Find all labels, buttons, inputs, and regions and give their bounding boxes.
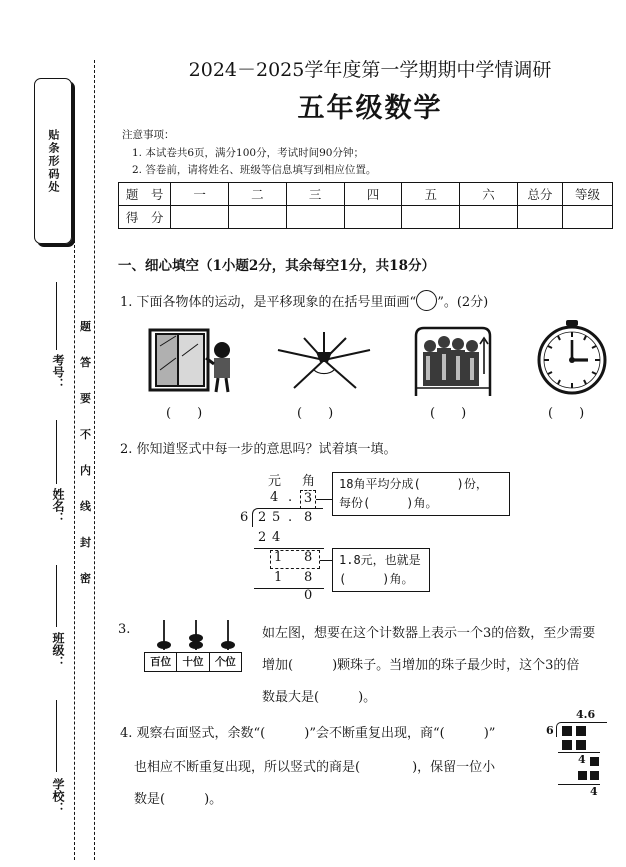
answer-blank[interactable]: ( ) bbox=[548, 406, 585, 421]
callout-text: ( )角。 bbox=[339, 572, 414, 586]
callout-text: 1.8元，也就是 bbox=[339, 553, 421, 567]
school-line[interactable] bbox=[56, 700, 57, 772]
table-cell: 题 号 bbox=[119, 183, 171, 206]
score-cell[interactable] bbox=[344, 206, 402, 229]
score-table-header-row bbox=[119, 183, 613, 206]
barcode-box bbox=[34, 78, 72, 244]
q4-text: 也相应不断重复出现，所以竖式的商是( )，保留一位小 bbox=[134, 760, 496, 775]
dividend-dot: . bbox=[288, 510, 293, 525]
quotient-digit: 3 bbox=[303, 491, 313, 506]
division-line bbox=[254, 588, 324, 589]
ceiling-fan-picture bbox=[274, 326, 374, 394]
score-table bbox=[118, 182, 613, 229]
abacus-label: 十位 bbox=[177, 653, 209, 671]
score-cell[interactable] bbox=[460, 206, 518, 229]
table-cell: 得 分 bbox=[119, 206, 171, 229]
column-label-jiao: 角 bbox=[302, 474, 316, 489]
table-cell: 三 bbox=[286, 183, 344, 206]
hidden-quotient: 4.6 bbox=[576, 708, 596, 721]
q1-text: ”。(2分) bbox=[437, 295, 489, 310]
q4-text: 数是( )。 bbox=[134, 792, 223, 807]
class-line[interactable] bbox=[56, 565, 57, 627]
column-label-yuan: 元 bbox=[268, 474, 282, 489]
table-cell: 一 bbox=[171, 183, 229, 206]
elevator-picture bbox=[410, 326, 496, 398]
seal-line-outer bbox=[94, 60, 95, 860]
q1-text: 1. 下面各物体的运动，是平移现象的在括号里面画“ bbox=[120, 295, 417, 310]
score-cell[interactable] bbox=[517, 206, 562, 229]
q3-text: 如左图，想要在这个计数器上表示一个3的倍数，至少需要 bbox=[262, 626, 596, 641]
seal-char: 线 bbox=[80, 500, 91, 513]
seal-char: 要 bbox=[80, 392, 91, 405]
score-cell[interactable] bbox=[286, 206, 344, 229]
score-cell[interactable] bbox=[229, 206, 287, 229]
abacus-label: 百位 bbox=[145, 653, 177, 671]
seal-char: 答 bbox=[80, 356, 91, 369]
hidden-division bbox=[544, 708, 614, 808]
division-line bbox=[254, 548, 324, 549]
name-label: 姓名： bbox=[51, 488, 65, 524]
seal-char: 不 bbox=[80, 428, 91, 441]
hidden-digit-block bbox=[576, 740, 586, 750]
table-cell: 六 bbox=[460, 183, 518, 206]
quotient-digit-boxed bbox=[300, 490, 316, 509]
binding-margin bbox=[0, 0, 110, 867]
hidden-digit-block bbox=[562, 726, 572, 736]
step-digit: 4 bbox=[272, 530, 281, 545]
seal-line-inner bbox=[74, 240, 75, 860]
seal-char: 密 bbox=[80, 572, 91, 585]
abacus-beads-picture bbox=[148, 618, 244, 652]
notes-heading: 注意事项： bbox=[122, 129, 175, 141]
dividend-digit: 5 bbox=[272, 510, 281, 525]
remainder-digit: 8 bbox=[304, 550, 313, 565]
table-cell: 等级 bbox=[562, 183, 612, 206]
notes-line: 2. 答卷前，请将姓名、班级等信息填写到相应位置。 bbox=[132, 164, 377, 176]
hidden-remainder: 4 bbox=[578, 753, 586, 766]
step-digit: 8 bbox=[304, 570, 313, 585]
seal-char: 题 bbox=[80, 320, 91, 333]
question-1 bbox=[120, 290, 488, 311]
abacus-base bbox=[144, 652, 242, 672]
table-cell: 四 bbox=[344, 183, 402, 206]
q3-text: 增加( )颗珠子。当增加的珠子最少时，这个3的倍 bbox=[262, 658, 580, 673]
section-title: 一、细心填空（1小题2分，其余每空1分，共18分） bbox=[118, 258, 435, 274]
name-line[interactable] bbox=[56, 420, 57, 484]
notes-line: 1. 本试卷共6页，满分100分，考试时间90分钟； bbox=[132, 147, 364, 159]
connector-line bbox=[320, 560, 332, 561]
table-cell: 二 bbox=[229, 183, 287, 206]
hidden-divisor: 6 bbox=[546, 724, 554, 737]
step-digit: 2 bbox=[258, 530, 267, 545]
question-3-number: 3. bbox=[118, 622, 131, 637]
remainder-digit: 1 bbox=[274, 550, 283, 565]
hidden-digit-block bbox=[578, 771, 587, 780]
abacus-label: 个位 bbox=[214, 656, 236, 668]
hidden-digit-block bbox=[562, 740, 572, 750]
hidden-remainder: 4 bbox=[590, 785, 598, 798]
callout-box-2 bbox=[332, 548, 430, 592]
table-cell: 五 bbox=[402, 183, 460, 206]
q4-text: 4. 观察右面竖式，余数“( )”会不断重复出现，商“( )” bbox=[120, 726, 496, 741]
callout-box-1 bbox=[332, 472, 510, 516]
question-2: 2. 你知道竖式中每一步的意思吗？试着填一填。 bbox=[120, 442, 397, 457]
dividend-digit: 8 bbox=[304, 510, 313, 525]
answer-blank[interactable]: ( ) bbox=[430, 406, 467, 421]
exam-no-label: 考号： bbox=[51, 354, 65, 390]
hidden-digit-block bbox=[590, 757, 599, 766]
long-division bbox=[238, 470, 338, 610]
score-cell[interactable] bbox=[562, 206, 612, 229]
dividend-digit: 2 bbox=[258, 510, 267, 525]
score-cell[interactable] bbox=[402, 206, 460, 229]
circle-icon bbox=[416, 290, 437, 311]
window-sliding-picture bbox=[148, 326, 240, 394]
school-label: 学校： bbox=[51, 778, 65, 814]
clock-picture bbox=[536, 320, 608, 398]
callout-text: 每份( )角。 bbox=[339, 496, 438, 510]
callout-text: 18角平均分成( )份， bbox=[339, 477, 488, 491]
hidden-digit-block bbox=[576, 726, 586, 736]
subject-title: 五年级数学 bbox=[297, 93, 443, 124]
quotient-dot: . bbox=[288, 490, 293, 505]
connector-line bbox=[316, 499, 332, 500]
quotient-digit: 4 bbox=[270, 490, 279, 505]
hidden-digit-block bbox=[590, 771, 599, 780]
barcode-label: 贴条形码处 bbox=[47, 129, 60, 194]
score-cell[interactable] bbox=[171, 206, 229, 229]
q3-text: 数最大是( )。 bbox=[262, 690, 377, 705]
seal-char: 内 bbox=[80, 464, 91, 477]
seal-char: 封 bbox=[80, 536, 91, 549]
answer-blank[interactable]: ( ) bbox=[297, 406, 334, 421]
exam-no-line[interactable] bbox=[56, 282, 57, 350]
exam-title: 2024－2025学年度第一学期期中学情调研 bbox=[188, 59, 552, 81]
answer-blank[interactable]: ( ) bbox=[166, 406, 203, 421]
divisor: 6 bbox=[240, 510, 249, 525]
table-cell: 总分 bbox=[517, 183, 562, 206]
score-table-score-row bbox=[119, 206, 613, 229]
final-remainder: 0 bbox=[304, 588, 313, 603]
step-digit: 1 bbox=[274, 570, 283, 585]
class-label: 班级： bbox=[51, 632, 65, 668]
